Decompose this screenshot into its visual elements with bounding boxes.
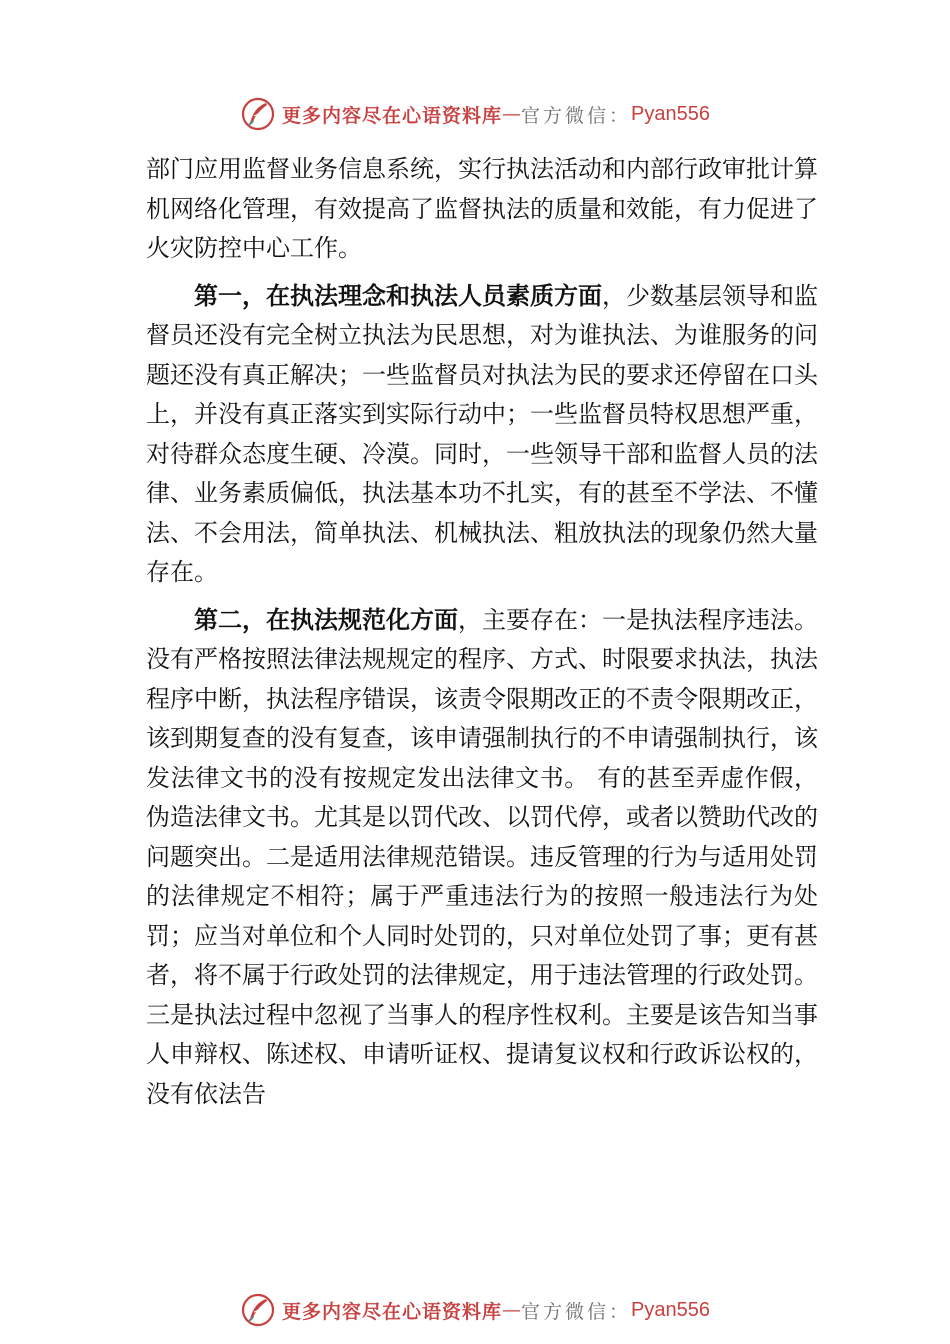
watermark-wechat-id: Pyan556 <box>631 102 710 125</box>
watermark-wechat-id: Pyan556 <box>631 1298 710 1321</box>
paragraph-continuation <box>146 150 818 269</box>
header-watermark <box>0 94 950 134</box>
watermark-dash: — <box>502 103 522 125</box>
paragraph-lead-heading: 第一，在执法理念和执法人员素质方面 <box>194 281 602 310</box>
footer-watermark <box>0 1290 950 1330</box>
paragraph-first-point <box>146 277 818 593</box>
watermark-brand-text: 更多内容尽在心语资料库 <box>282 1300 503 1323</box>
paragraph-body-text: 部门应用监督业务信息系统，实行执法活动和内部行政审批计算机网络化管理，有效提高了监督执法的质量和效能，有力促进了火灾防控中心工作。 <box>146 155 818 262</box>
feather-pen-logo-icon <box>240 96 276 132</box>
paragraph-second-point <box>146 601 818 1115</box>
watermark-brand-text: 更多内容尽在心语资料库 <box>282 104 503 127</box>
watermark-label: 官方微信： <box>521 104 632 127</box>
document-body <box>146 150 818 1114</box>
paragraph-body-text: ，少数基层领导和监督员还没有完全树立执法为民思想，对为谁执法、为谁服务的问题还没有真正解决；一些监督员对执法为民的要求还停留在口头上，并没有真正落实到实际行动中；一些监督员特权思想严重，对待群众态度生硬、冷漠。同时，一些领导干部和监督人员的法律、业务素质偏低，执法基本功不扎实，有的甚至不学法、不懂法、不会用法，简单执法、机械执法、粗放执法的现象仍然大量存在。 <box>146 281 818 586</box>
paragraph-body-text: ，主要存在：一是执法程序违法。没有严格按照法律法规规定的程序、方式、时限要求执法，执法程序中断，执法程序错误，该责令限期改正的不责令限期改正，该到期复查的没有复查，该申请强制执行的不申请强制执行，该发法律文书的没有按规定发出法律文书。 有的甚至弄虚作假，伪造法律文书。尤其是以罚代改、以罚代停，或者以赞助代改的问题突出。二是适用法律规范错误。违反管理的行为与适用处罚的法律规定不相符；属于严重违法行为的按照一般违法行为处罚；应当对单位和个人同时处罚的，只对单位处罚了事；更有甚者，将不属于行政处罚的法律规定，用于违法管理的行政处罚。三是执法过程中忽视了当事人的程序性权利。主要是该告知当事人申辩权、陈述权、申请听证权、提请复议权和行政诉讼权的，没有依法告 <box>146 605 818 1108</box>
watermark-label: 官方微信： <box>521 1300 632 1323</box>
paragraph-lead-heading: 第二，在执法规范化方面 <box>194 605 458 634</box>
watermark-dash: — <box>502 1299 522 1321</box>
feather-pen-logo-icon <box>240 1292 276 1328</box>
